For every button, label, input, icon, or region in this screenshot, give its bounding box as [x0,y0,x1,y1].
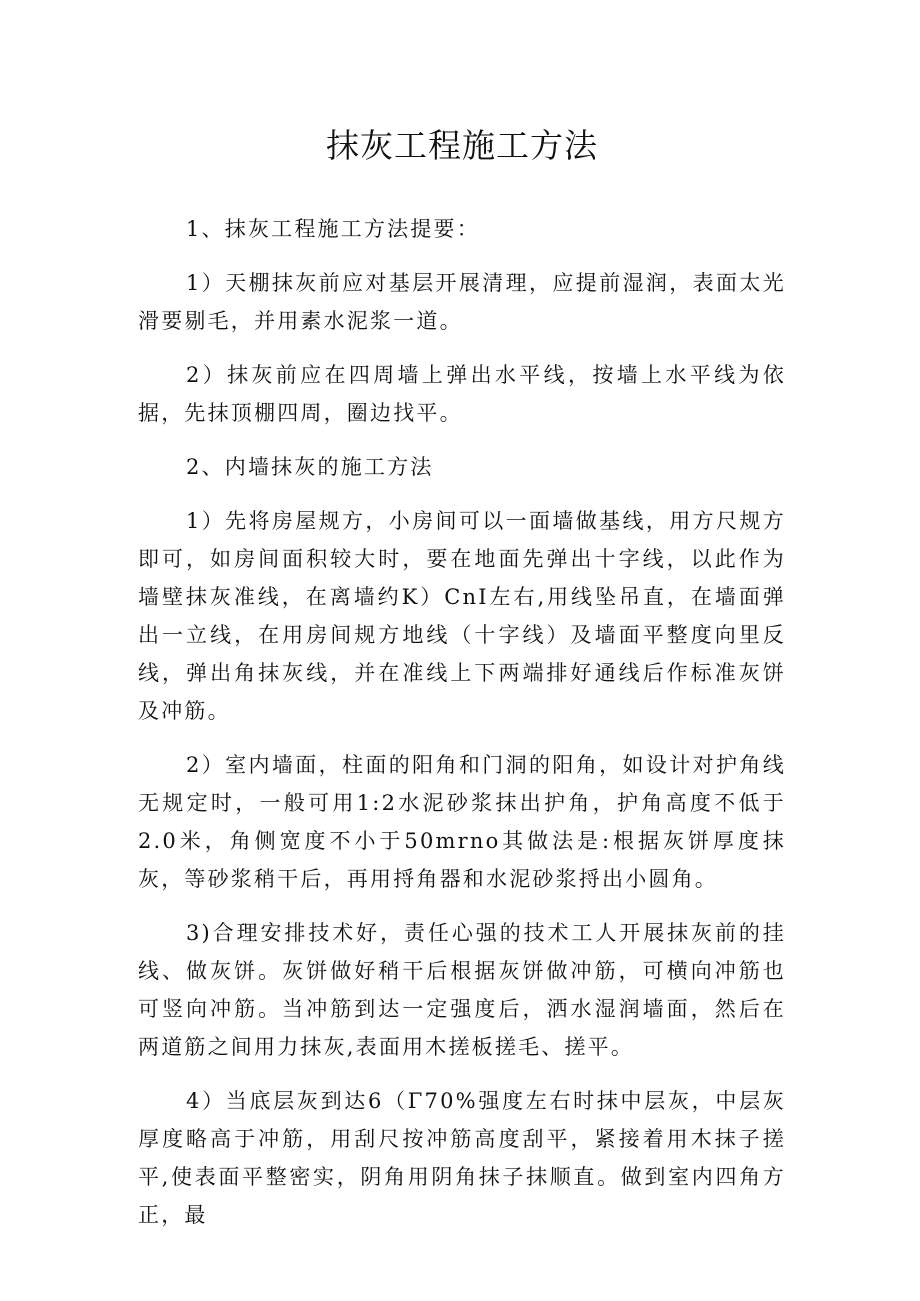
paragraph: 4）当底层灰到达6（Γ70%强度左右时抹中层灰，中层灰厚度略高于冲筋，用刮尺按冲筋高度刮平，紧接着用木抹子搓平,使表面平整密实，阴角用阴角抹子抹顺直。做到室内四角方正，最 [138,1089,786,1227]
section-heading-2: 2、内墙抹灰的施工方法 [186,455,434,479]
paragraph: 1）天棚抹灰前应对基层开展清理，应提前湿润，表面太光滑要剔毛，并用素水泥浆一道。 [138,271,786,333]
paragraph: 2）室内墙面，柱面的阳角和门洞的阳角，如设计对护角线无规定时，一般可用1:2水泥砂浆抹出护角，护角高度不低于2.0米，角侧宽度不小于50mrno其做法是:根据灰饼厚度抹灰，等砂浆稍干后，再用捋角器和水泥砂浆捋出小圆角。 [138,753,786,891]
paragraph: 2）抹灰前应在四周墙上弹出水平线，按墙上水平线为依据，先抹顶棚四周，圈边找平。 [138,363,786,425]
document-title: 抹灰工程施工方法 [326,126,598,165]
section-heading-1: 1、抹灰工程施工方法提要： [186,217,480,241]
paragraph: 1）先将房屋规方，小房间可以一面墙做基线，用方尺规方即可，如房间面积较大时，要在地面先弹出十字线，以此作为墙壁抹灰准线，在离墙约K）CnI左右,用线坠吊直，在墙面弹出一立线，在用房间规方地线（十字线）及墙面平整度向里反线，弹出角抹灰线，并在准线上下两端排好通线后作标准灰饼及冲筋。 [138,509,786,723]
paragraph: 3)合理安排技术好，责任心强的技术工人开展抹灰前的挂线、做灰饼。灰饼做好稍干后根据灰饼做冲筋，可横向冲筋也可竖向冲筋。当冲筋到达一定强度后，洒水湿润墙面，然后在两道筋之间用力抹灰,表面用木搓板搓毛、搓平。 [138,921,786,1059]
document-page [138,120,786,1250]
